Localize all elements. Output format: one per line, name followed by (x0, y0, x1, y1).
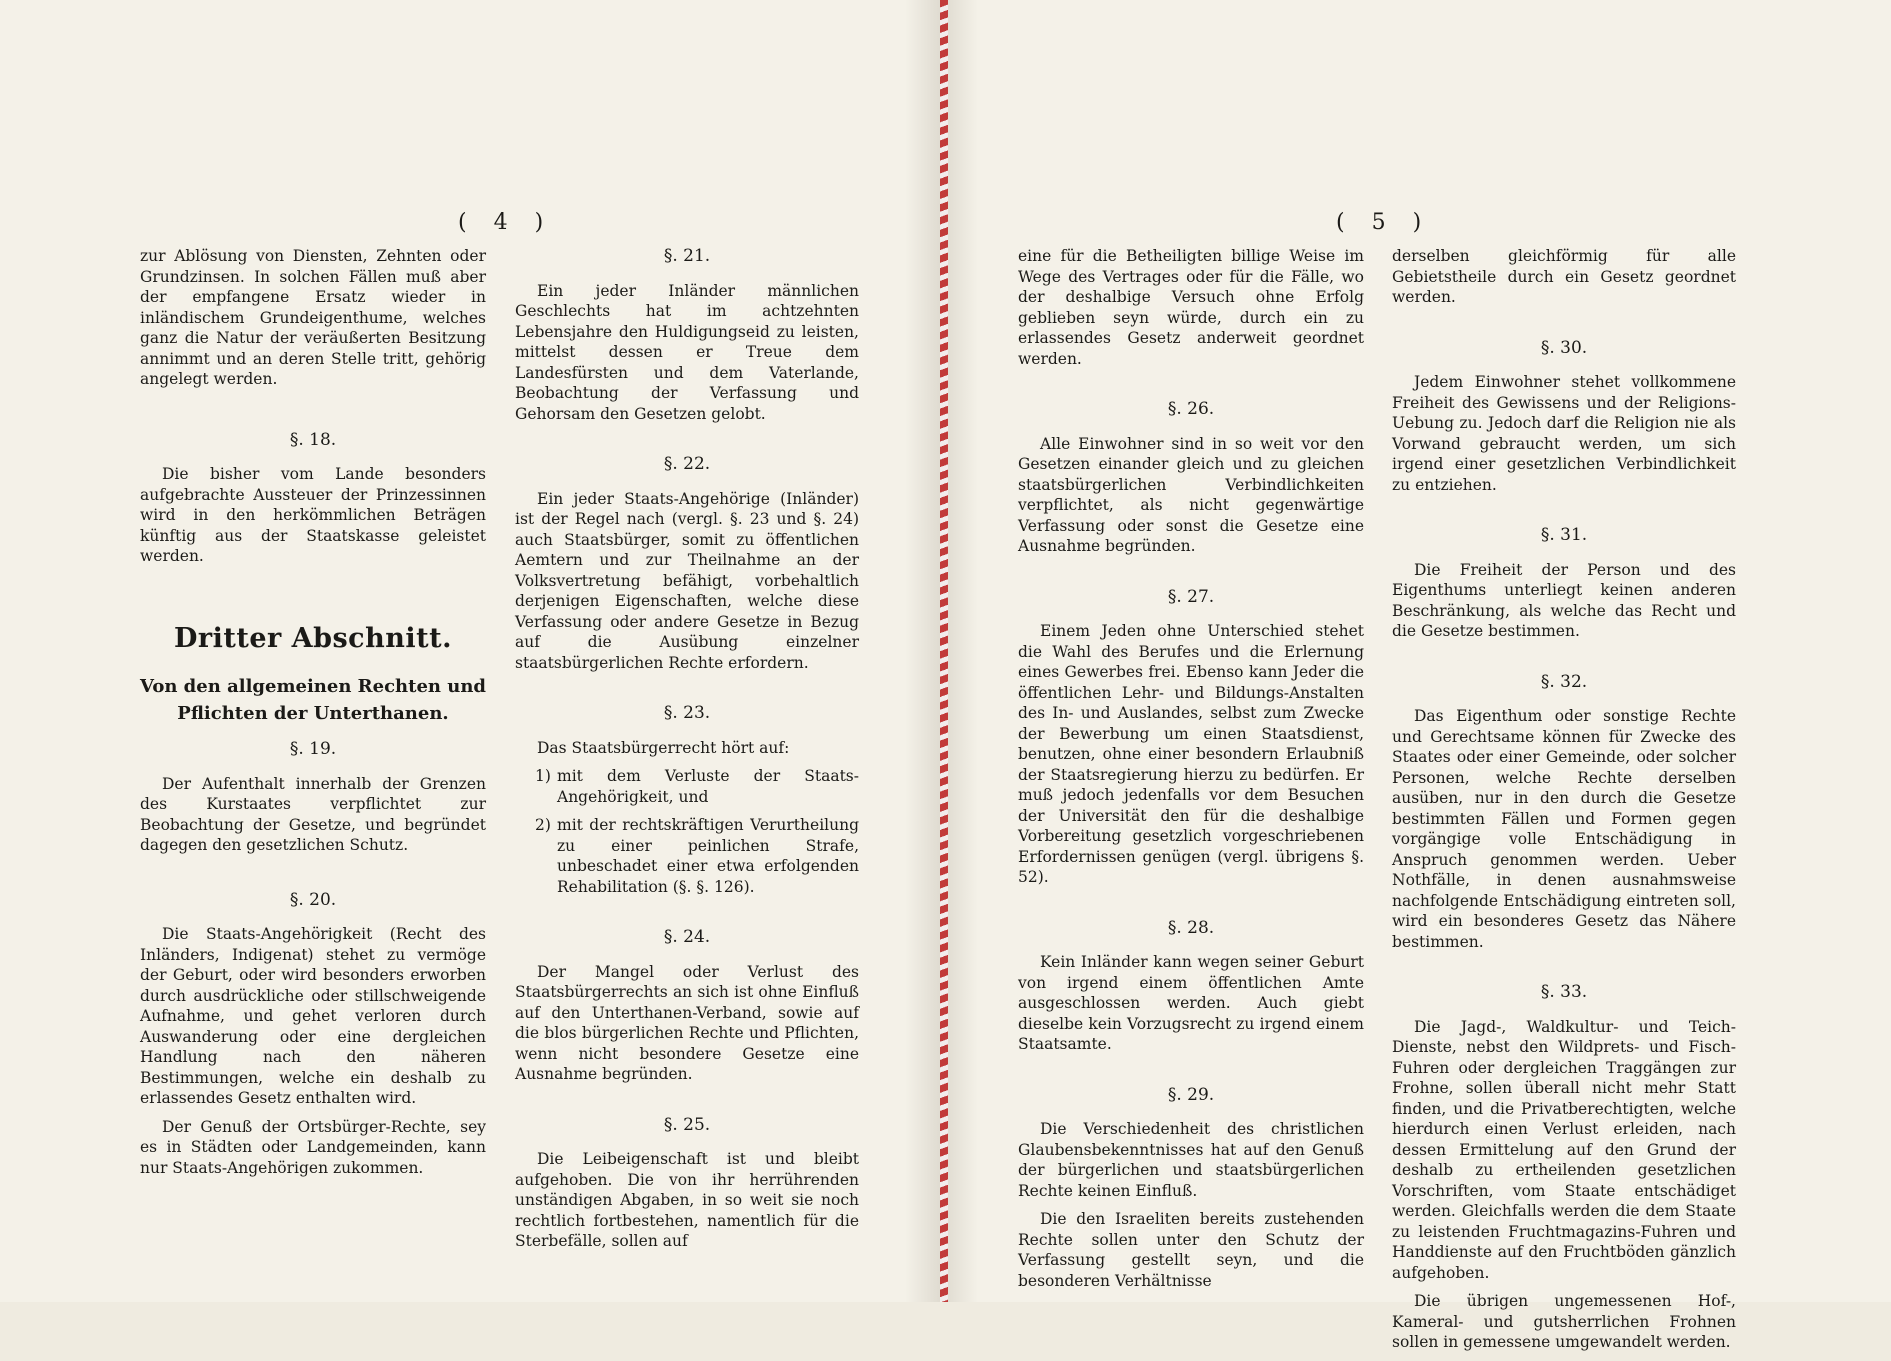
section-21-text: Ein jeder Inländer männlichen Geschlechts hat im achtzehnten Lebensjahre den Huldigungseid zu leisten, mittelst dessen er Treue dem Landesfürsten und dem Vaterlande, Beobachtung der Verfassung und Gehorsam den Gesetzen gelobt. (515, 281, 859, 423)
left-page-column-2 (515, 246, 859, 1260)
section-26-heading: §. 26. (1167, 399, 1215, 419)
list-item (535, 766, 859, 807)
section-23-text: Das Staatsbürgerrecht hört auf: (537, 738, 790, 757)
section-30-text: Jedem Einwohner stehet vollkommene Freiheit des Gewissens und der Religions-Uebung zu. Jedoch darf die Religion nie als Vorwand gebraucht werden, um sich irgend einer gesetzlichen Verbindlichkeit zu entziehen. (1392, 373, 1736, 494)
left-page (0, 0, 940, 1302)
chapter-subheading: Von den allgemeinen Rechten und Pflichten der Unterthanen. (140, 676, 487, 724)
section-33-heading: §. 33. (1540, 982, 1588, 1002)
section-21-heading: §. 21. (663, 246, 711, 266)
section-19-text: Der Aufenthalt innerhalb der Grenzen des Kurstaates verpflichtet zur Beobachtung der Gesetze, und begründet dagegen den gesetzlichen Schutz. (140, 774, 486, 854)
left-page-column-1 (140, 246, 486, 1186)
section-20-text-2: Der Genuß der Ortsbürger-Rechte, sey es in Städten oder Landgemeinden, kann nur Staats-Angehörigen zukommen. (140, 1117, 486, 1177)
section-24-heading: §. 24. (663, 927, 711, 947)
section-22-text: Ein jeder Staats-Angehörige (Inländer) ist der Regel nach (vergl. §. 23 und §. 24) auch Staatsbürger, somit zu öffentlichen Aemtern und zur Theilnahme an der Volksvertretung befähigt, vorbehaltlich derjenigen Eigenschaften, welche diese Verfassung oder andere Gesetze in Bezug auf die Ausübung einzelner staatsbürgerlichen Rechte erfordern. (515, 489, 859, 672)
right-page-column-2 (1392, 246, 1736, 1361)
list-item-text: mit der rechtskräftigen Verurtheilung zu einer peinlichen Strafe, unbeschadet einer etwa erfolgenden Rehabilitation (§. §. 126). (557, 816, 859, 896)
section-33-text: Die Jagd-, Waldkultur- und Teich-Dienste, nebst den Wildprets- und Fisch-Fuhren oder dergleichen Traggängen zur Frohne, sollen überall nicht mehr Statt finden, und die Privatberechtigten, welche hierdurch einen Verlust erleiden, nach dessen Ermittelung auf den Grund der deshalb zu ertheilenden gesetzlichen Vorschriften, vom Staate entschädiget werden. Gleichfalls werden die dem Staate zu leistenden Fruchtmagazins-Fuhren und Handdienste auf den Fruchtböden gänzlich aufgehoben. (1392, 1017, 1736, 1282)
page-number-5: ( 5 ) (1336, 210, 1432, 235)
list-item-number: 2) (535, 816, 551, 834)
gutter-shadow-right (948, 0, 978, 1302)
section-31-text: Die Freiheit der Person und des Eigenthums unterliegt keinen anderen Beschränkung, als welche das Recht und die Gesetze bestimmen. (1392, 560, 1736, 640)
section-29-heading: §. 29. (1167, 1084, 1215, 1105)
section-27-heading: §. 27. (1167, 586, 1215, 607)
section-25-heading: §. 25. (663, 1114, 711, 1135)
section-20-text: Die Staats-Angehörigkeit (Recht des Inländers, Indigenat) stehet zu vermöge der Geburt, oder wird besonders erworben durch ausdrückliche oder stillschweigende Aufnahme, und gehet verloren durch Auswanderung oder eine dergleichen Handlung nach den näheren Bestimmungen, welche ein deshalb zu erlassendes Gesetz enthalten wird. (140, 925, 486, 1107)
list-item-text: mit dem Verluste der Staats-Angehörigkeit, und (557, 767, 859, 806)
section-24-text: Der Mangel oder Verlust des Staatsbürgerrechts an sich ist ohne Einfluß auf den Unterthanen-Verband, sowie auf die blos bürgerlichen Rechte und Pflichten, wenn nicht besondere Gesetze eine Ausnahme begründen. (515, 962, 859, 1083)
section-31-heading: §. 31. (1540, 525, 1588, 545)
section-29-text-2: Die den Israeliten bereits zustehenden Rechte sollen unter den Schutz der Verfassung gestellt seyn, und die besonderen Verhältnisse (1018, 1210, 1364, 1290)
section-22-heading: §. 22. (663, 454, 711, 474)
paragraph-continuation: eine für die Betheiligten billige Weise im Wege des Vertrages oder für die Fälle, wo der deshalbige Versuch ohne Erfolg geblieben seyn würde, durch ein zu erlassendes Gesetz anderweit geordnet werden. (1018, 247, 1364, 368)
binding-thread (940, 0, 948, 1302)
section-18-heading: §. 18. (289, 429, 337, 450)
section-23-list (535, 766, 859, 897)
paragraph-continuation: zur Ablösung von Diensten, Zehnten oder Grundzinsen. In solchen Fällen muß aber der empfangene Ersatz wieder in inländischem Grundeigenthume, welches ganz die Natur der veräußerten Besitzung annimmt und an deren Stelle tritt, gehörig angelegt werden. (140, 247, 486, 388)
section-30-heading: §. 30. (1540, 337, 1588, 358)
section-28-text: Kein Inländer kann wegen seiner Geburt von irgend einem öffentlichen Amte ausgeschlossen werden. Auch giebt dieselbe kein Vorzugsrecht zu irgend einem Staatsamte. (1018, 953, 1364, 1053)
list-item-number: 1) (535, 767, 551, 785)
section-23-heading: §. 23. (663, 703, 711, 723)
section-26-text: Alle Einwohner sind in so weit vor den Gesetzen einander gleich und zu gleichen staatsbürgerlichen Verbindlichkeiten verpflichtet, als nicht gegenwärtige Verfassung oder sonst die Gesetze eine Ausnahme begründen. (1018, 434, 1364, 555)
right-page (948, 0, 1891, 1351)
section-32-text: Das Eigenthum oder sonstige Rechte und Gerechtsame können für Zwecke des Staates oder einer Gemeinde, oder solcher Personen, welche Rechte derselben ausüben, nur in den durch die Gesetze bestimmten Fällen und Formen gegen vorgängige volle Entschädigung in Anspruch genommen werden. Ueber Nothfälle, in denen ausnahmsweise nachfolgende Entschädigung eintreten soll, wird ein besonderes Gesetz das Nähere bestimmen. (1392, 707, 1736, 951)
section-32-heading: §. 32. (1540, 671, 1588, 692)
section-29-text: Die Verschiedenheit des christlichen Glaubensbekenntnisses hat auf den Genuß der bürgerlichen und staatsbürgerlichen Rechte keinen Einfluß. (1018, 1120, 1364, 1200)
section-25-text: Die Leibeigenschaft ist und bleibt aufgehoben. Die von ihr herrührenden unständigen Abgaben, in so weit sie noch rechtlich fortbestehen, namentlich für die Sterbefälle, sollen auf (515, 1150, 859, 1250)
paragraph-continuation: derselben gleichförmig für alle Gebietstheile durch ein Gesetz geordnet werden. (1392, 247, 1736, 306)
section-33-text-2: Die übrigen ungemessenen Hof-, Kameral- und gutsherrlichen Frohnen sollen in gemessene umgewandelt werden. (1392, 1292, 1736, 1351)
section-27-text: Einem Jeden ohne Unterschied stehet die Wahl des Berufes und die Erlernung eines Gewerbes frei. Ebenso kann Jeder die öffentlichen Lehr- und Bildungs-Anstalten des In- und Auslandes, selbst zum Zwecke der Bewerbung um einen Staatsdienst, benutzen, ohne einer besondern Erlaubniß der Staatsregierung hierzu zu bedürfen. Er muß jedoch jedenfalls vor dem Besuchen der Universität den für die deshalbige Vorbereitung gesetzlich vorgeschriebenen Erfordernissen genügen (vergl. übrigens §. 52). (1018, 622, 1364, 886)
right-page-column-1 (1018, 246, 1364, 1299)
section-19-heading: §. 19. (289, 739, 337, 759)
page-number-4: ( 4 ) (458, 210, 554, 235)
gutter-shadow-left (905, 0, 943, 1302)
list-item (535, 815, 859, 897)
chapter-heading: Dritter Abschnitt. (174, 622, 452, 654)
section-20-heading: §. 20. (289, 889, 337, 910)
section-28-heading: §. 28. (1167, 917, 1215, 938)
section-18-text: Die bisher vom Lande besonders aufgebrachte Aussteuer der Prinzessinnen wird in den herkömmlichen Beträgen künftig aus der Staatskasse geleistet werden. (140, 465, 486, 565)
